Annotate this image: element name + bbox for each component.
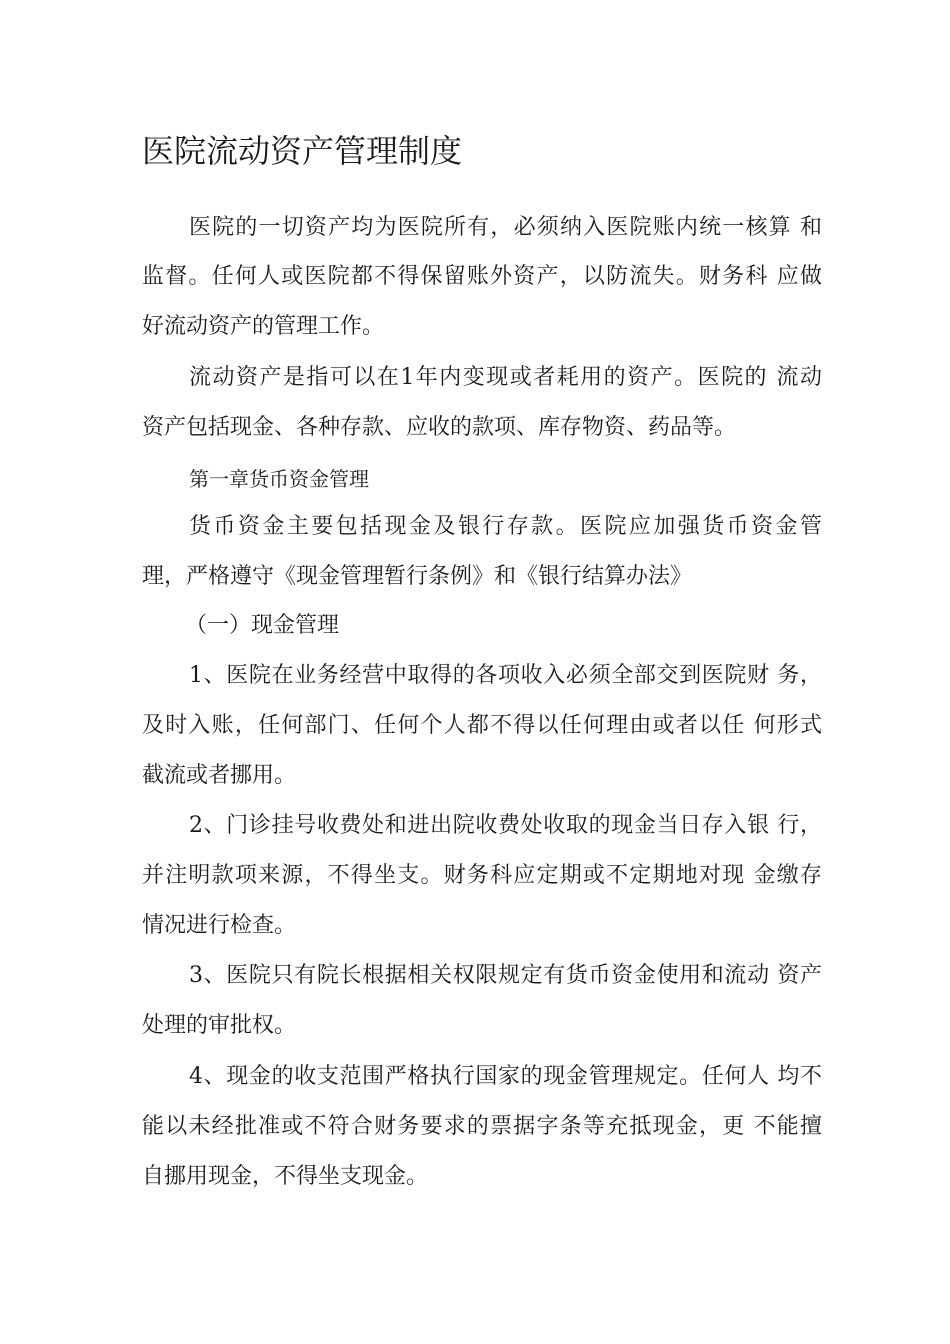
paragraph-line: 好流动资产的管理工作。 [142, 314, 385, 339]
paragraph-line: 流动资产是指可以在1年内变现或者耗用的资产。医院的 流动 [189, 365, 822, 390]
paragraph-line: 监督。任何人或医院都不得保留账外资产，以防流失。财务科 应做 [142, 264, 822, 289]
paragraph-line: 2、门诊挂号收费处和进出院收费处收取的现金当日存入银 行， [189, 813, 822, 838]
paragraph-line: 情况进行检查。 [142, 913, 297, 938]
paragraph-line: 医院的一切资产均为医院所有，必须纳入医院账内统一核算 和 [189, 215, 822, 240]
chapter-heading: 第一章货币资金管理 [189, 467, 369, 491]
document-title: 医院流动资产管理制度 [142, 132, 463, 170]
paragraph-line: 4、现金的收支范围严格执行国家的现金管理规定。任何人 均不 [189, 1064, 822, 1089]
paragraph-line: 资产包括现金、各种存款、应收的款项、库存物资、药品等。 [142, 415, 737, 440]
paragraph-line: 处理的审批权。 [142, 1013, 297, 1038]
paragraph-line: 并注明款项来源，不得坐支。财务科应定期或不定期地对现 金缴存 [142, 863, 822, 888]
paragraph-line: 及时入账，任何部门、任何个人都不得以任何理由或者以任 何形式 [142, 713, 822, 738]
paragraph-line: 自挪用现金，不得坐支现金。 [142, 1164, 429, 1189]
paragraph-line: 3、医院只有院长根据相关权限规定有货币资金使用和流动 资产 [189, 963, 822, 988]
paragraph-line: 1、医院在业务经营中取得的各项收入必须全部交到医院财 务， [189, 663, 822, 688]
paragraph-line: 能以未经批准或不符合财务要求的票据字条等充抵现金，更 不能擅 [142, 1114, 822, 1139]
paragraph-line: 货币资金主要包括现金及银行存款。医院应加强货币资金管 [189, 514, 822, 539]
section-heading: （一）现金管理 [185, 613, 340, 638]
paragraph-line: 截流或者挪用。 [142, 763, 297, 788]
paragraph-line: 理，严格遵守《现金管理暂行条例》和《银行结算办法》 [142, 564, 693, 589]
